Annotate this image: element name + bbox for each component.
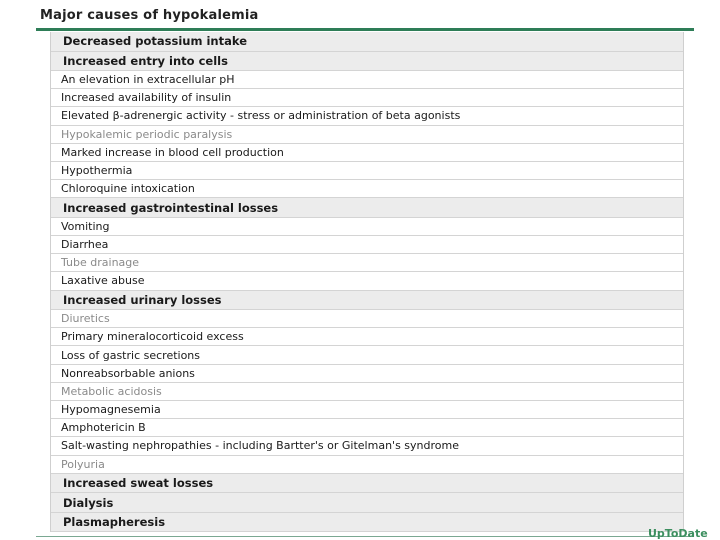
uptodate-logo: [648, 528, 720, 540]
category-header-row: Plasmapheresis: [51, 513, 683, 533]
cause-row: Salt-wasting nephropathies - including Bartter's or Gitelman's syndrome: [51, 437, 683, 455]
cause-row: Nonreabsorbable anions: [51, 365, 683, 383]
cause-row: Primary mineralocorticoid excess: [51, 328, 683, 346]
causes-table: [50, 32, 684, 532]
category-header-row: Dialysis: [51, 493, 683, 513]
cause-row: Diarrhea: [51, 236, 683, 254]
category-header-row: Increased urinary losses: [51, 291, 683, 311]
cause-row: Laxative abuse: [51, 272, 683, 290]
title-divider: [36, 28, 694, 31]
cause-row: Loss of gastric secretions: [51, 346, 683, 364]
cause-row: Hypothermia: [51, 162, 683, 180]
cause-row: Hypokalemic periodic paralysis: [51, 126, 683, 144]
cause-row: Chloroquine intoxication: [51, 180, 683, 198]
category-header-row: Increased gastrointestinal losses: [51, 198, 683, 218]
table-title: Major causes of hypokalemia: [40, 8, 259, 23]
category-header-row: Increased entry into cells: [51, 52, 683, 72]
footer-divider: [36, 536, 694, 537]
cause-row: Elevated β-adrenergic activity - stress or administration of beta agonists: [51, 107, 683, 125]
cause-row: Polyuria: [51, 456, 683, 474]
cause-row: Tube drainage: [51, 254, 683, 272]
category-header-row: Increased sweat losses: [51, 474, 683, 494]
cause-row: Marked increase in blood cell production: [51, 144, 683, 162]
cause-row: Increased availability of insulin: [51, 89, 683, 107]
cause-row: Hypomagnesemia: [51, 401, 683, 419]
cause-row: Amphotericin B: [51, 419, 683, 437]
cause-row: Vomiting: [51, 218, 683, 236]
cause-row: An elevation in extracellular pH: [51, 71, 683, 89]
category-header-row: Decreased potassium intake: [51, 32, 683, 52]
cause-row: Diuretics: [51, 310, 683, 328]
cause-row: Metabolic acidosis: [51, 383, 683, 401]
logo-text: UpToDate: [648, 527, 708, 540]
